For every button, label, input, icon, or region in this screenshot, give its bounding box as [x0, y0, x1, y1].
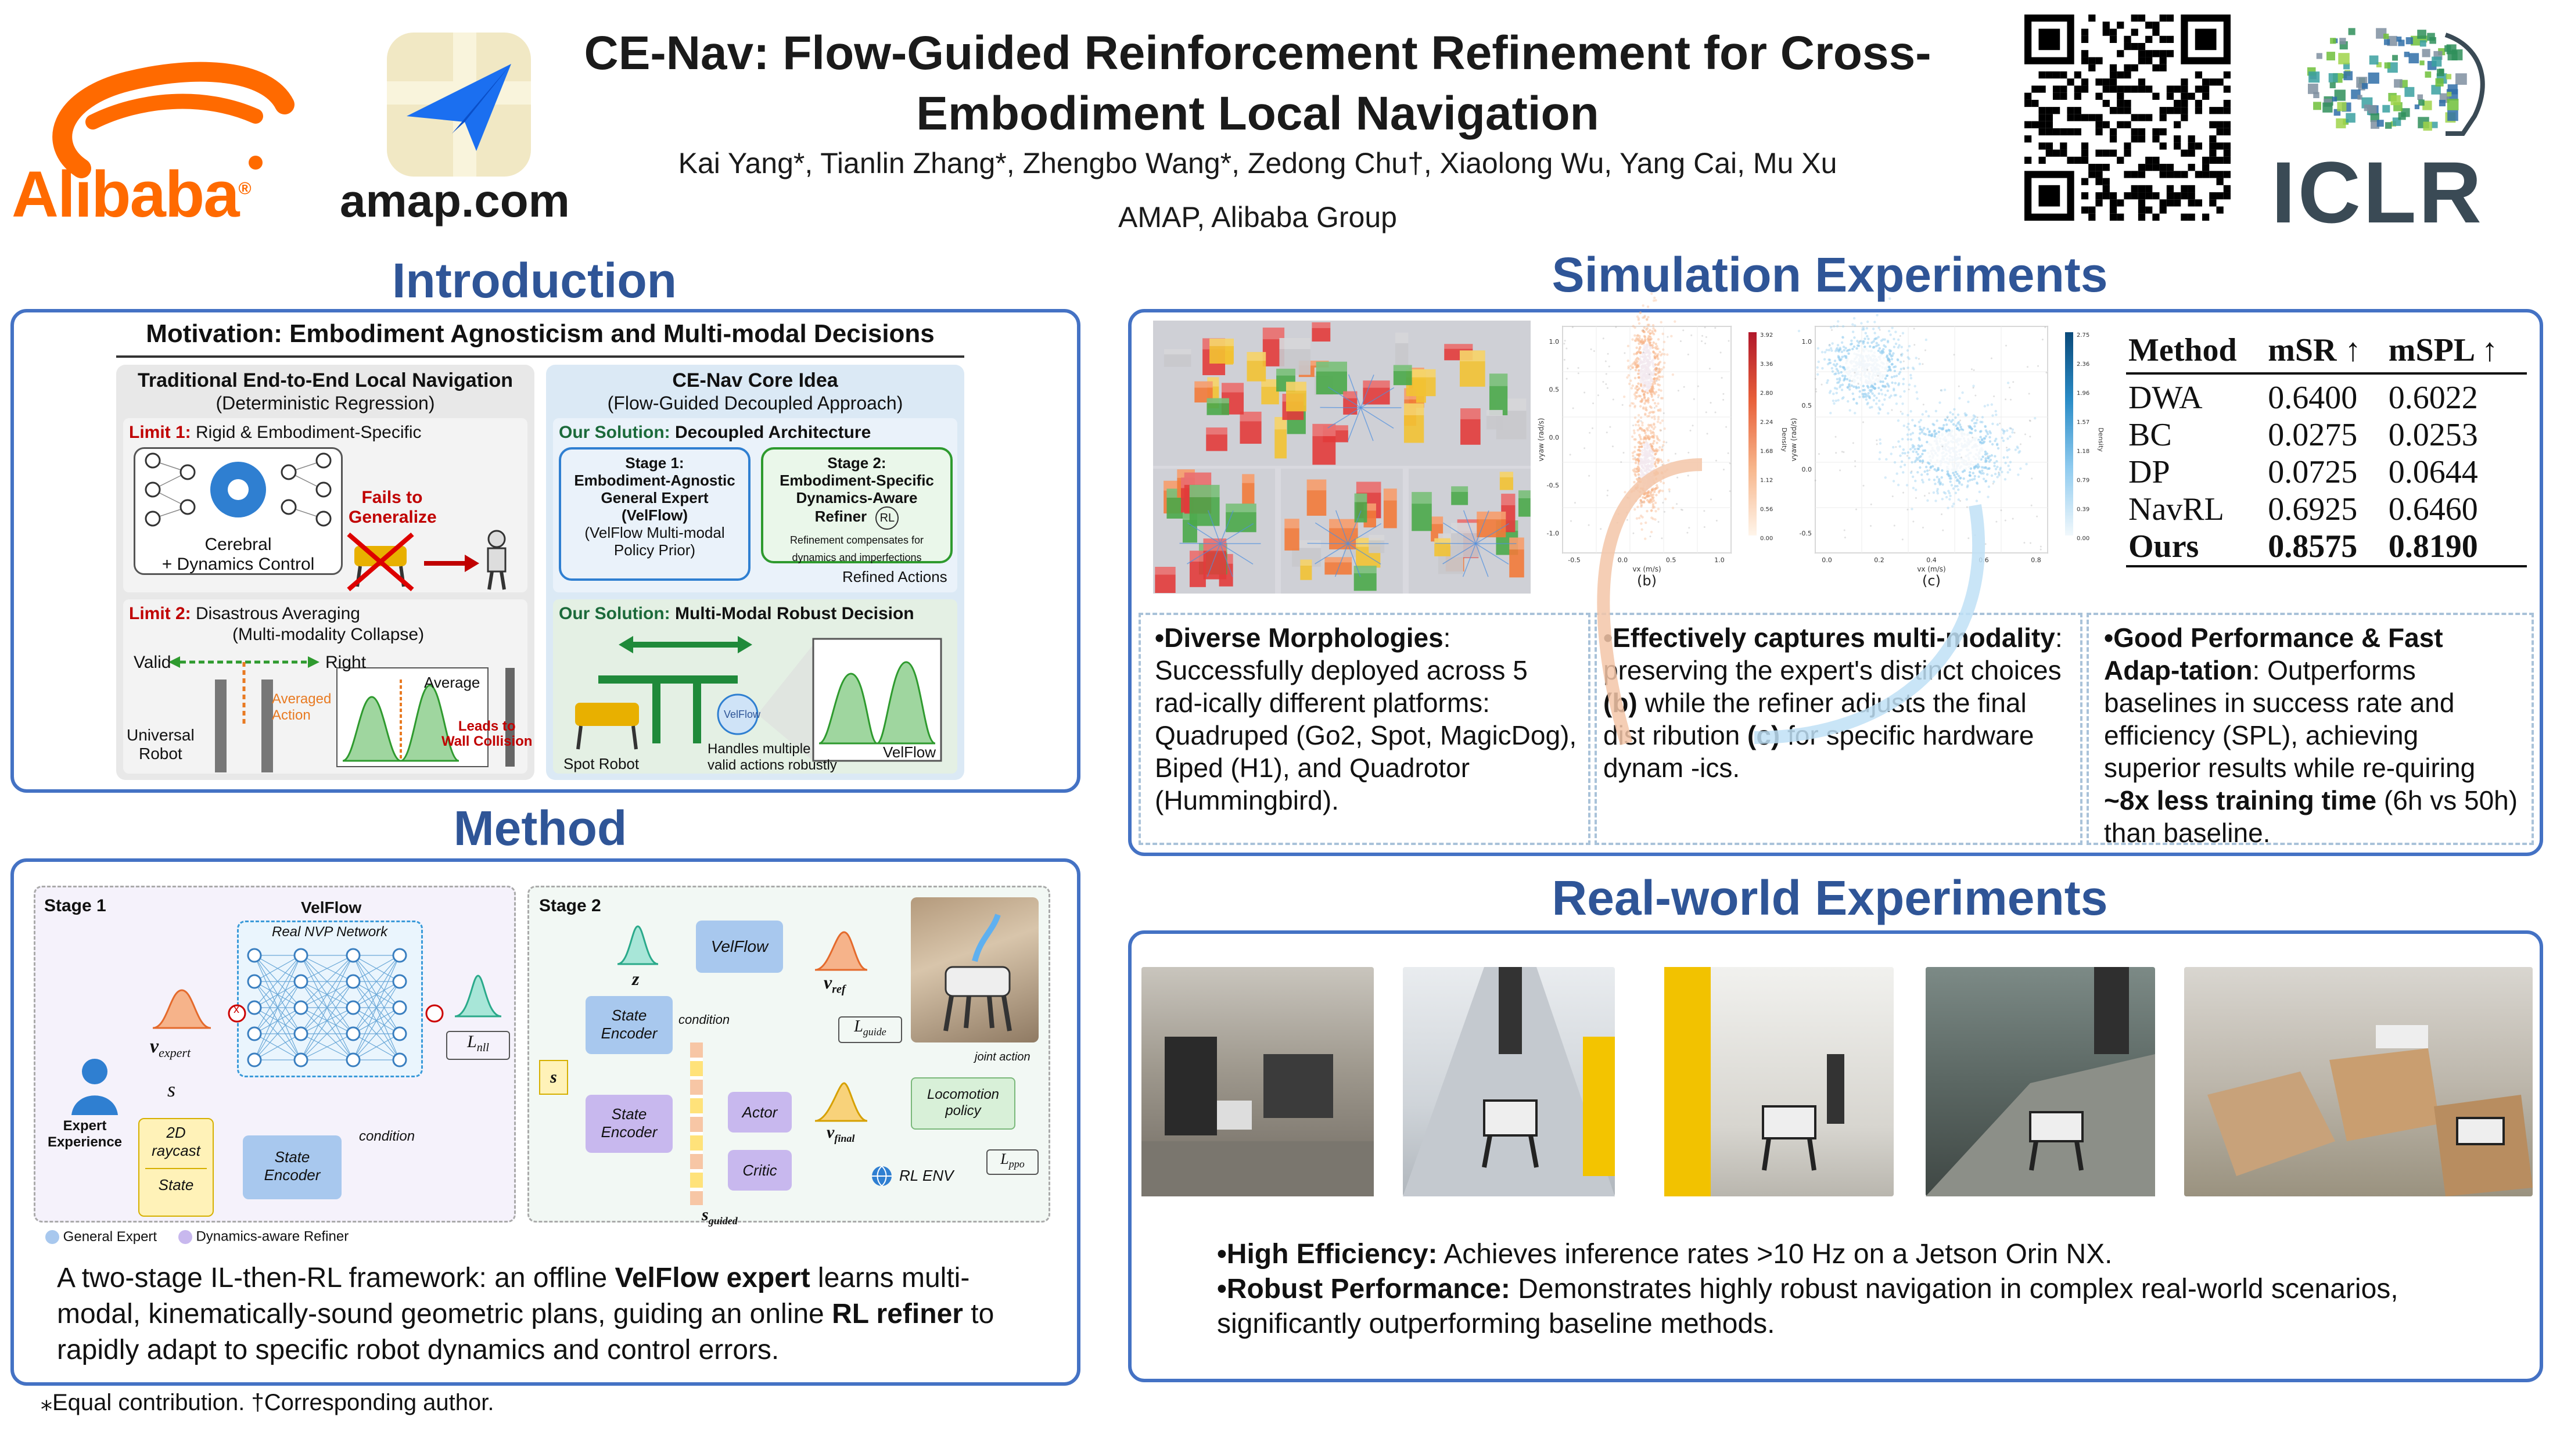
realworld-bullets [1217, 1237, 2507, 1342]
svg-text:1.57: 1.57 [2077, 419, 2090, 426]
state-encoder-2: State Encoder [586, 996, 673, 1054]
svg-text:0.6: 0.6 [1979, 556, 1989, 564]
method-title: Method [453, 801, 627, 855]
l-nll-box: $L_{nll}$ [446, 1031, 510, 1060]
authors: Kai Yang*, Tianlin Zhang*, Zhengbo Wang*, Zedong Chu†, Xiaolong Wu, Yang Cai, Mu Xu [678, 147, 1837, 179]
method-summary: A two-stage IL-then-RL framework: an offline VelFlow expert learns multi-modal, kinematically-sound geometric plans, guiding an online RL refiner to rapidly adapt to specific robot dynamics and control errors. [57, 1263, 994, 1365]
state-encoder-3: State Encoder [586, 1095, 673, 1153]
svg-text:-1.0: -1.0 [1546, 530, 1559, 537]
svg-text:1.68: 1.68 [1760, 448, 1773, 455]
s-input: s [539, 1060, 568, 1095]
table-row: DWA 0.6400 0.6022 [2128, 380, 2478, 416]
stage1-box: Stage 1: Embodiment-Agnostic General Expert (VelFlow) (VelFlow Multi-modal Policy Prior) [559, 447, 751, 581]
svg-text:2.75: 2.75 [2077, 332, 2090, 339]
svg-text:vx (m/s): vx (m/s) [1632, 565, 1661, 573]
svg-text:0.56: 0.56 [1760, 506, 1773, 513]
svg-text:-0.5: -0.5 [1568, 556, 1581, 564]
svg-text:2.80: 2.80 [1760, 390, 1773, 397]
svg-text:1.96: 1.96 [2077, 390, 2090, 397]
svg-text:0.0: 0.0 [1617, 556, 1628, 564]
svg-text:1.0: 1.0 [1801, 338, 1812, 346]
svg-text:(b): (b) [1637, 573, 1657, 589]
svg-text:0.5: 0.5 [1801, 402, 1812, 409]
locomotion-box: Locomotion policy [911, 1077, 1015, 1130]
svg-text:vyaw (rad/s): vyaw (rad/s) [1537, 418, 1545, 462]
realworld-title: Real-world Experiments [1552, 871, 2108, 925]
method-figure: Stage 1 VelFlow Real NVP Network $v_{expert}$ x $L_{nll}$ s 2D raycast State State Encoder condition Expert Experience Stage 2 z VelFlow $v_{ref}$ $L_{guide}$ State Encoder condition s State Encoder Actor Critic $v_{final}$ $s_{guided}$ RL ENV $L_{ppo}$ Locomotion policy joint action General Expert Dynamics-aware Refiner [34, 886, 1051, 1234]
raycast-box: 2D raycast State [138, 1118, 214, 1217]
l-guide-box: $L_{guide}$ [838, 1016, 902, 1043]
realworld-photo-3 [1664, 967, 1894, 1196]
svg-text:Density: Density [2097, 427, 2105, 452]
multiply-icon-2 [423, 1002, 446, 1025]
z-dist-icon [615, 921, 661, 967]
table-row: DP 0.0725 0.0644 [2128, 454, 2478, 490]
motivation-figure: Motivation: Embodiment Agnosticism and Multi-modal Decisions Traditional End-to-End Local Navigation (Deterministic Regression) Limit 1: Rigid & Embodiment-Specific Cerebral + Dynamics Control Fails to Generalize Limit 2: Disastrous Averaging (Multi-modality Collapse) Valid Right Averaged Action Average Leads to Wall Collision Universal Robot CE-Nav Core Idea (Flow-Guided Decoupled Approach) Our Solution: Decoupled Architecture Stage 1: Embodiment-Agnostic General Expert (VelFlow) (VelFlow Multi-modal Policy Prior) Stage 2: Embodiment-Specific Dynamics-Aware Refiner RL Refinement compensates for dynamics and imperfections Refined Actions Our Solution: Multi-Modal Robust Decision VelFlow VelFlow Spot Robot Handles multiple valid actions robustly [116, 319, 964, 781]
method-legend: General Expert Dynamics-aware Refiner [45, 1228, 349, 1245]
svg-text:0.00: 0.00 [1760, 535, 1773, 542]
motivation-heading: Motivation: Embodiment Agnosticism and Multi-modal Decisions [146, 319, 935, 348]
expert-dist-icon [150, 979, 214, 1031]
amap-app-icon [383, 29, 534, 180]
simulation-title: Simulation Experiments [1552, 247, 2108, 302]
vfinal-dist-icon [812, 1077, 870, 1124]
state-encoder-1: State Encoder [243, 1135, 342, 1199]
svg-text:0.0: 0.0 [1549, 434, 1559, 441]
realworld-photo-2 [1403, 967, 1615, 1196]
sim-text-2: •Effectively captures multi-modality: preserving the expert's distinct choices (b) while the refiner adjusts the final dist ribution (c) for specific hardware dynam -ics. [1603, 623, 2063, 783]
realworld-photo-5 [2184, 967, 2533, 1196]
svg-text:1.12: 1.12 [1760, 477, 1773, 484]
realnvp-net-icon [243, 944, 417, 1072]
svg-text:2.36: 2.36 [2077, 361, 2090, 368]
velflow-frozen: VelFlow [696, 921, 783, 973]
sim-text-3: •Good Performance & Fast Adap-tation: Outperforms baselines in success rate and efficiency (SPL), achieving superior results while re-quiring ~8x less training time (6h vs 50h) than baseline. [2104, 623, 2518, 848]
rl-badge: RL [875, 506, 899, 530]
svg-text:0.8: 0.8 [2031, 556, 2041, 564]
svg-text:vx (m/s): vx (m/s) [1917, 565, 1946, 573]
introduction-title: Introduction [392, 253, 677, 308]
expert-person-icon [69, 1054, 121, 1118]
arrow-b [1534, 441, 1731, 767]
svg-text:3.36: 3.36 [1760, 361, 1773, 368]
alibaba-wordmark: Alibaba® [12, 158, 250, 231]
amap-wordmark: amap.com [340, 175, 570, 227]
globe-icon [870, 1164, 893, 1188]
sim-scenes [1153, 321, 1531, 594]
cerebral-network: Cerebral + Dynamics Control [134, 447, 343, 575]
svg-text:-0.5: -0.5 [1546, 481, 1559, 490]
legend-dot-refiner [178, 1230, 192, 1244]
bullet-efficiency: •High Efficiency: Achieves inference rates >10 Hz on a Jetson Orin NX. [1217, 1239, 2113, 1270]
table-row: BC 0.0275 0.0253 [2128, 417, 2478, 453]
svg-text:2.24: 2.24 [1760, 419, 1773, 426]
svg-text:0.2: 0.2 [1874, 556, 1884, 564]
iclr-mosaic-icon [2271, 17, 2515, 163]
robot-dog-crossed-icon [349, 529, 523, 592]
neural-net-icon [135, 449, 341, 530]
svg-text:0.0: 0.0 [1822, 556, 1832, 564]
actor-box: Actor [728, 1092, 792, 1133]
table-row: Ours 0.8575 0.8190 [2126, 528, 2527, 566]
universal-robot: Universal Robot [127, 726, 195, 763]
svg-text:-0.5: -0.5 [1799, 530, 1812, 537]
svg-text:0.4: 0.4 [1926, 556, 1937, 564]
arrow-c [1731, 494, 2021, 749]
realworld-photo-4 [1926, 967, 2155, 1196]
svg-text:0.39: 0.39 [2077, 506, 2090, 513]
svg-text:1.0: 1.0 [1714, 556, 1725, 564]
latent-dist-icon [452, 967, 504, 1019]
svg-text:0.00: 0.00 [2077, 535, 2090, 542]
svg-text:0.79: 0.79 [2077, 477, 2090, 484]
vref-dist-icon [812, 926, 870, 973]
legend-dot-general [45, 1230, 59, 1244]
svg-text:vyaw (rad/s): vyaw (rad/s) [1790, 418, 1798, 462]
svg-text:Density: Density [1780, 427, 1788, 452]
svg-text:1.0: 1.0 [1549, 338, 1559, 346]
fails-label: Fails to Generalize [349, 488, 437, 527]
footnote: ⁎Equal contribution. †Corresponding author. [41, 1390, 494, 1415]
svg-text:3.92: 3.92 [1760, 332, 1773, 339]
realworld-photo-1 [1141, 967, 1374, 1196]
poster-title: CE-Nav: Flow-Guided Reinforcement Refinement for Cross- Embodiment Local Navigation [584, 27, 1931, 140]
critic-box: Critic [728, 1150, 792, 1191]
bullet-robust: •Robust Performance: Demonstrates highly robust navigation in complex real-world scenarios, significantly outperforming baseline methods. [1217, 1274, 2398, 1339]
svg-text:0.0: 0.0 [1801, 466, 1812, 473]
table-row: NavRL 0.6925 0.6460 [2128, 491, 2478, 527]
token-stack [690, 1042, 703, 1205]
svg-text:1.18: 1.18 [2077, 448, 2090, 455]
qr-code[interactable] [2024, 15, 2231, 221]
affiliation: AMAP, Alibaba Group [1118, 201, 1397, 233]
svg-text:(c): (c) [1922, 573, 1941, 589]
results-table: Method mSR ↑ mSPL ↑ DWA 0.6400 0.6022 BC 0.0275 0.0253 DP 0.0725 0.0644 NavRL 0.6925 0.6460 Ours 0.8575 0.8190 [2126, 328, 2527, 567]
svg-text:0.5: 0.5 [1549, 386, 1559, 394]
svg-text:0.5: 0.5 [1665, 556, 1676, 564]
robot-dog-icon [911, 897, 1039, 1042]
sim-text-1: •Diverse Morphologies: Successfully deployed across 5 rad-ically different platforms: Quadruped (Go2, Spot, MagicDog), Biped (H1), and Quadrotor (Hummingbird). [1155, 623, 1577, 815]
iclr-logo: ICLR [2271, 17, 2515, 227]
robot-photo [911, 897, 1039, 1042]
l-ppo-box: $L_{ppo}$ [986, 1149, 1039, 1175]
stage2-box: Stage 2: Embodiment-Specific Dynamics-Aware Refiner RL Refinement compensates for dynamics and imperfections [761, 447, 953, 563]
